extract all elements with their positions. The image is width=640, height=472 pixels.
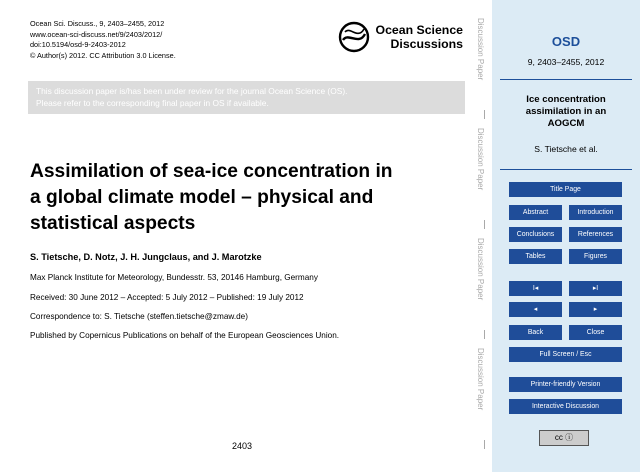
- references-button[interactable]: References: [569, 227, 622, 242]
- next-page-button[interactable]: ▸: [569, 302, 622, 317]
- divider: [500, 169, 632, 170]
- fullscreen-button[interactable]: Full Screen / Esc: [509, 347, 622, 362]
- strip-label: Discussion Paper: [476, 128, 485, 191]
- conclusions-button[interactable]: Conclusions: [509, 227, 562, 242]
- introduction-button[interactable]: Introduction: [569, 205, 622, 220]
- meta-line: Ocean Sci. Discuss., 9, 2403–2455, 2012: [30, 19, 165, 28]
- journal-logo: [337, 14, 467, 60]
- last-page-button[interactable]: ▸I: [569, 281, 622, 296]
- previous-page-button[interactable]: ◂: [509, 302, 562, 317]
- title-page-button[interactable]: Title Page: [509, 182, 622, 197]
- correspondence: Correspondence to: S. Tietsche (steffen.tietsche@zmaw.de): [30, 312, 248, 321]
- first-page-button[interactable]: I◂: [509, 281, 562, 296]
- globe-icon: [337, 20, 371, 54]
- short-authors: S. Tietsche et al.: [534, 144, 598, 154]
- strip-label: Discussion Paper: [476, 238, 485, 301]
- paper-authors: S. Tietsche, D. Notz, J. H. Jungclaus, and J. Marotzke: [30, 252, 262, 262]
- figures-button[interactable]: Figures: [569, 249, 622, 264]
- abstract-button[interactable]: Abstract: [509, 205, 562, 220]
- title-line: Assimilation of sea-ice concentration in: [30, 161, 393, 182]
- logo-line-2: Discussions: [390, 36, 463, 51]
- strip-label: Discussion Paper: [476, 18, 485, 81]
- close-button[interactable]: Close: [569, 325, 622, 340]
- title-line: a global climate model – physical and: [30, 187, 374, 208]
- strip-divider: [484, 330, 485, 339]
- meta-line: doi:10.5194/osd-9-2403-2012: [30, 40, 126, 50]
- navigation-sidebar: [492, 0, 640, 472]
- cc-license-icon[interactable]: cc ⓘ: [539, 430, 589, 446]
- strip-divider: [484, 440, 485, 449]
- notice-line-2: Please refer to the corresponding final paper in OS if available.: [36, 98, 269, 109]
- notice-line-1: This discussion paper is/has been under review for the journal Ocean Science (OS).: [36, 86, 348, 96]
- title-line: statistical aspects: [30, 213, 196, 234]
- interactive-discussion-button[interactable]: Interactive Discussion: [509, 399, 622, 414]
- paper-title: [30, 159, 450, 237]
- divider: [500, 79, 632, 80]
- journal-meta: [30, 19, 176, 61]
- publisher: Published by Copernicus Publications on behalf of the European Geosciences Union.: [30, 331, 340, 340]
- volume-info: 9, 2403–2455, 2012: [527, 57, 605, 67]
- meta-line: © Author(s) 2012. CC Attribution 3.0 License.: [30, 50, 176, 60]
- printer-friendly-button[interactable]: Printer-friendly Version: [509, 377, 622, 392]
- meta-line: www.ocean-sci-discuss.net/9/2403/2012/: [30, 29, 163, 39]
- page-number: 2403: [232, 441, 253, 451]
- strip-divider: [484, 110, 485, 119]
- back-button[interactable]: Back: [509, 325, 562, 340]
- strip-divider: [484, 220, 485, 229]
- journal-abbrev: OSD: [551, 34, 581, 49]
- short-title-line: Ice concentration: [526, 94, 606, 105]
- review-notice: [28, 81, 465, 114]
- short-title-line: AOGCM: [547, 118, 585, 129]
- affiliation: Max Planck Institute for Meteorology, Bundesstr. 53, 20146 Hamburg, Germany: [30, 273, 318, 282]
- logo-line-1: Ocean Science: [375, 23, 463, 37]
- short-title-line: assimilation in an: [525, 106, 607, 117]
- tables-button[interactable]: Tables: [509, 249, 562, 264]
- strip-label: Discussion Paper: [476, 348, 485, 411]
- short-title: [506, 94, 626, 130]
- dates: Received: 30 June 2012 – Accepted: 5 July 2012 – Published: 19 July 2012: [30, 293, 304, 302]
